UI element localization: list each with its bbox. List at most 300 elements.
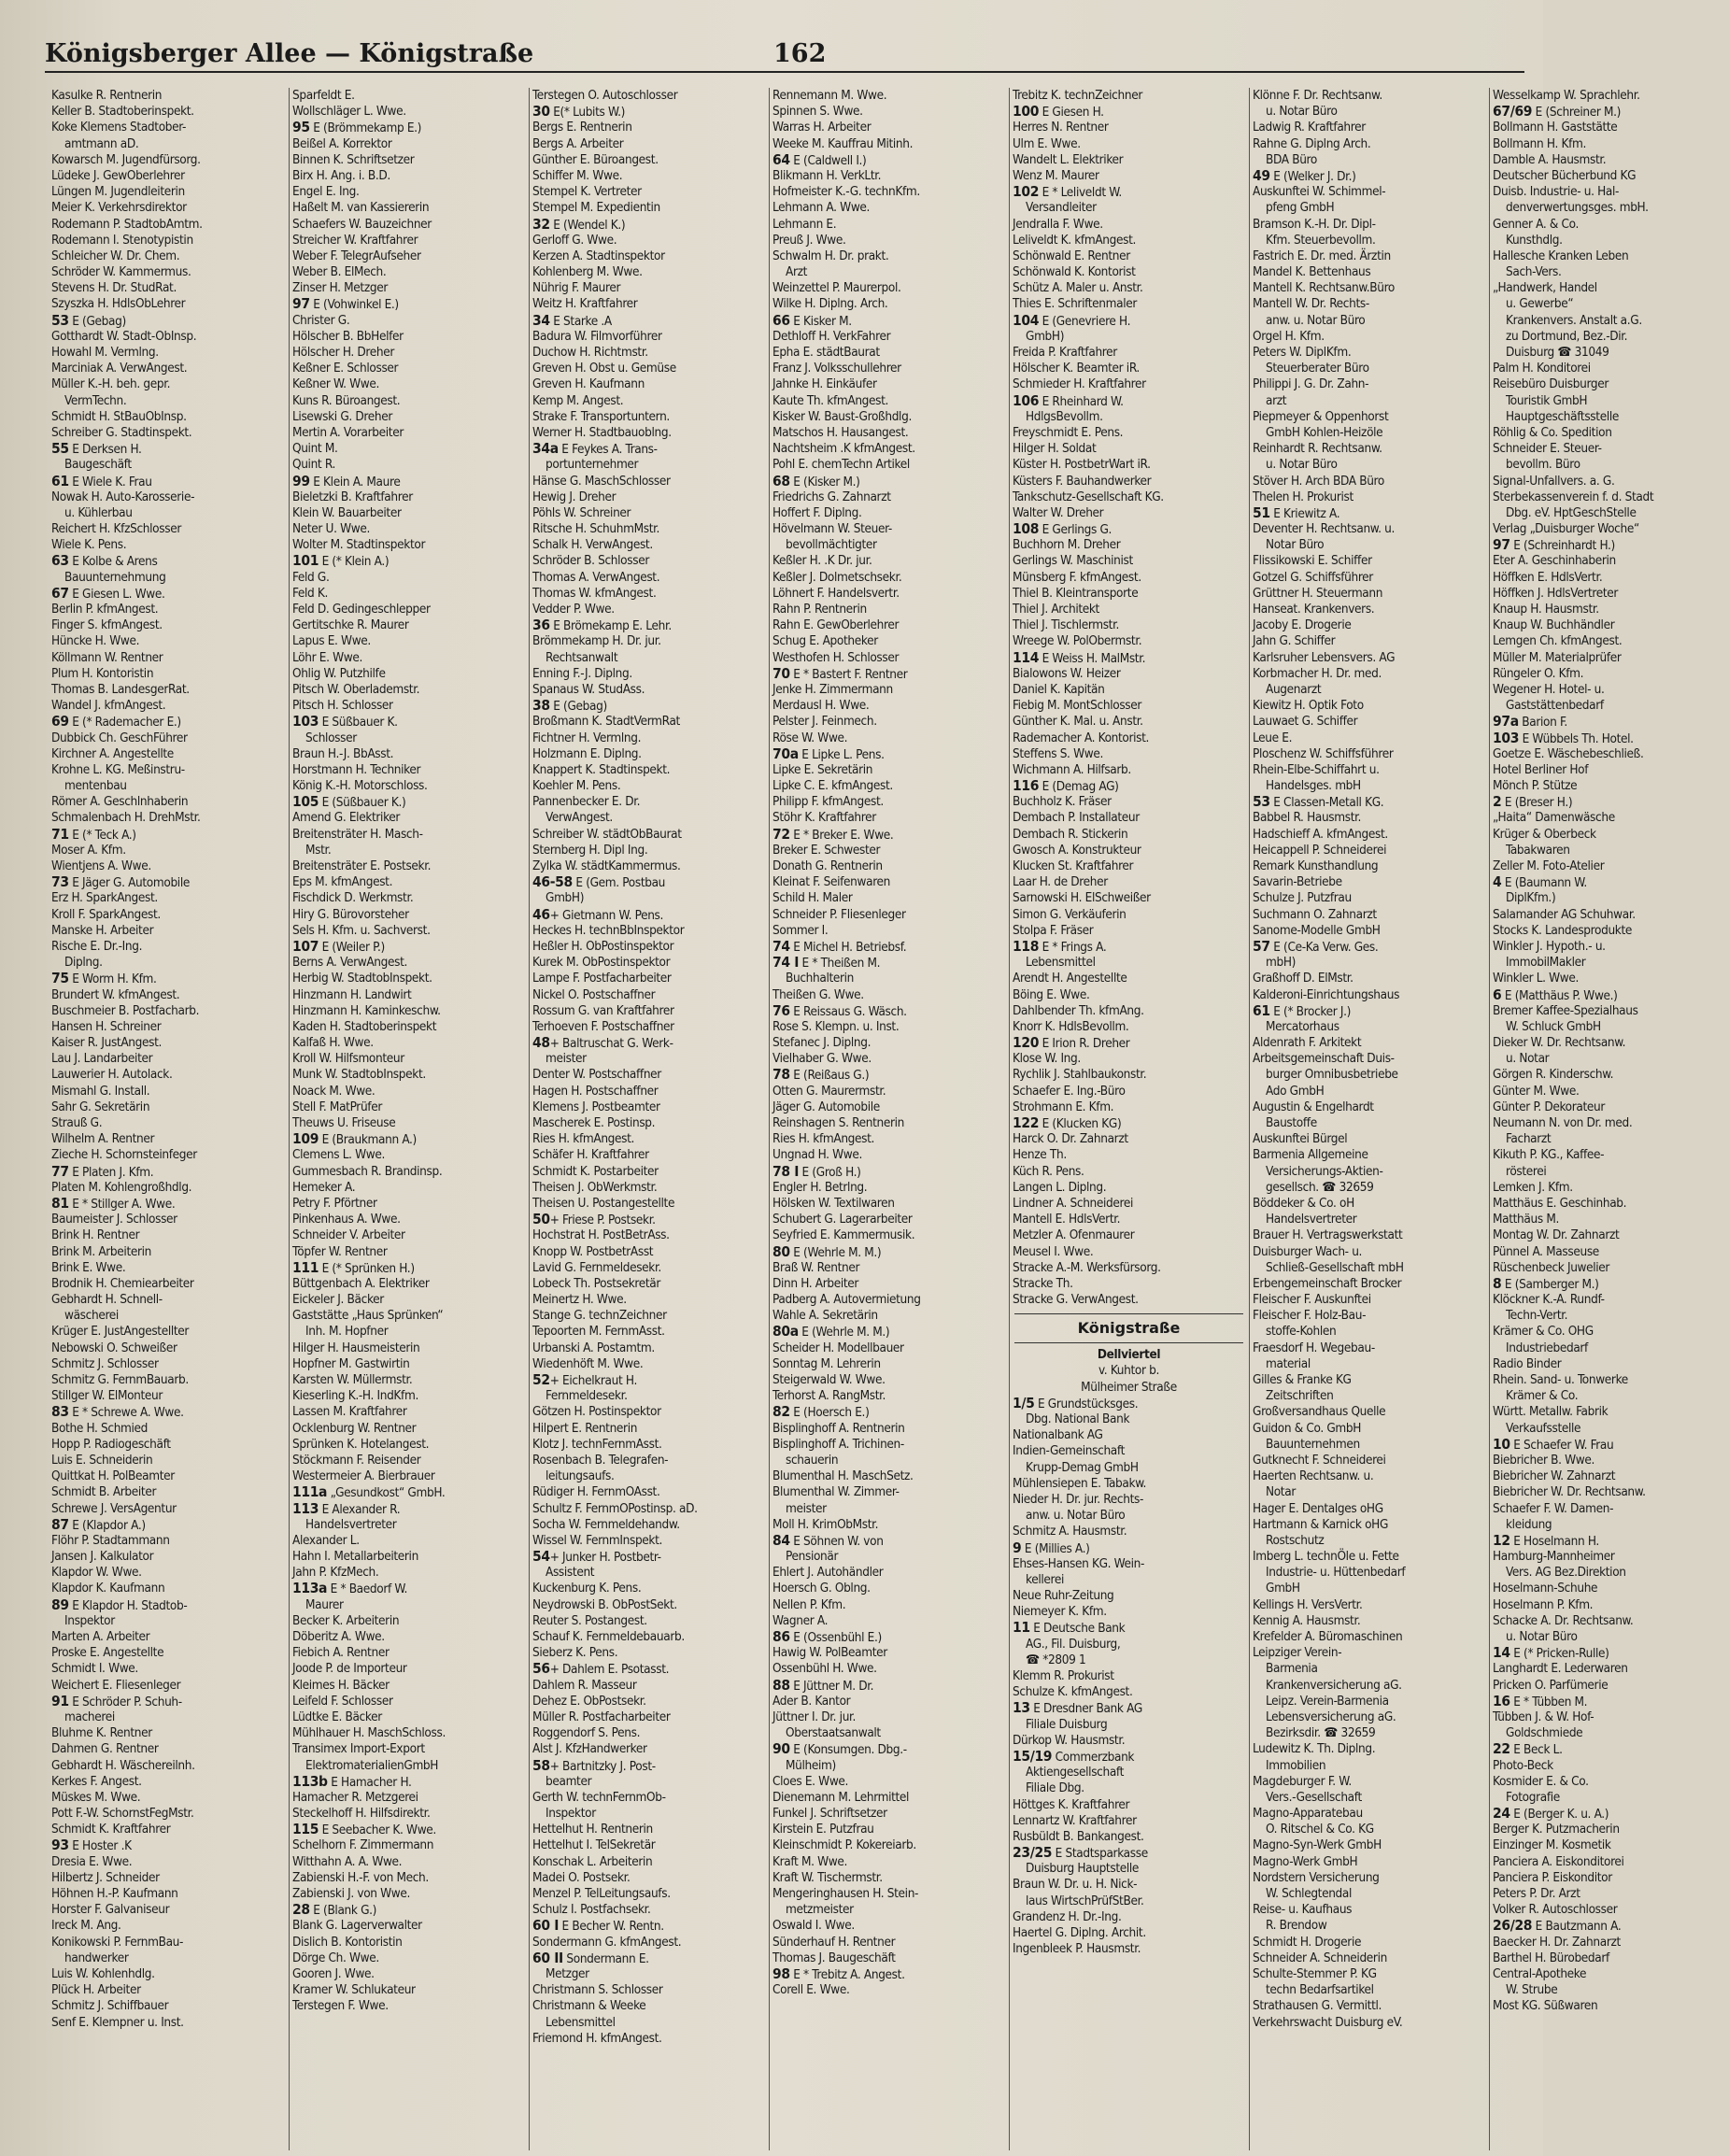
directory-entry: Warras H. Arbeiter <box>772 120 872 135</box>
directory-entry: Sternberg H. Dipl Ing. <box>532 842 648 858</box>
directory-entry: Schmitz J. Schiffbauer <box>51 1998 169 2014</box>
directory-entry: Broßmann K. StadtVermRat <box>532 714 680 730</box>
directory-entry: 51 E Kriewitz A. <box>1253 504 1340 521</box>
directory-entry: Gaststätte „Haus Sprünken“ <box>292 1308 444 1324</box>
directory-entry: Dahlem R. Masseur <box>532 1677 637 1693</box>
directory-entry: 111 E (* Sprünken H.) <box>292 1258 415 1276</box>
directory-entry: Knorr K. HdlsBevollm. <box>1013 1018 1129 1034</box>
directory-entry: König K.-H. Motorschloss. <box>292 778 428 794</box>
directory-entry: Steckelhoff H. Hilfsdirektr. <box>292 1806 431 1822</box>
directory-entry: Brömmekamp H. Dr. jur. <box>532 633 661 649</box>
directory-entry: Aktiengesellschaft <box>1026 1765 1125 1780</box>
directory-entry: Schmalenbach H. DrehMstr. <box>51 810 201 826</box>
directory-entry: Industrie- u. Hüttenbedarf <box>1266 1565 1406 1581</box>
directory-entry: Wagner A. <box>772 1612 829 1628</box>
directory-entry: Lampe F. Postfacharbeiter <box>532 971 672 986</box>
directory-entry: zu Dortmund, Bez.-Dir. <box>1506 328 1628 344</box>
directory-entry: Görgen R. Kinderschw. <box>1493 1067 1614 1083</box>
directory-entry: Ludewitz K. Th. Diplng. <box>1253 1741 1376 1757</box>
directory-entry: Lehmann A. Wwe. <box>772 200 871 216</box>
directory-entry: Hanseat. Krankenvers. <box>1253 602 1375 617</box>
directory-entry: Bauunternehmen <box>1266 1436 1360 1452</box>
directory-entry: Suchmann O. Zahnarzt <box>1253 906 1377 922</box>
directory-entry: Sondermann G. kfmAngest. <box>532 1934 682 1950</box>
directory-entry: Kerzen A. Stadtinspektor <box>532 248 665 263</box>
directory-entry: Denter W. Postschaffner <box>532 1067 661 1083</box>
directory-entry: 72 E * Breker E. Wwe. <box>772 825 894 843</box>
directory-entry: 23/25 E Stadtsparkasse <box>1013 1844 1148 1862</box>
directory-entry: 61 E Wiele K. Frau <box>51 472 152 489</box>
directory-entry: rösterei <box>1506 1163 1547 1179</box>
directory-entry: Breker E. Schwester <box>772 842 881 858</box>
directory-entry: 1/5 E Grundstücksges. <box>1013 1394 1139 1411</box>
directory-entry: Lebensversicherung aG. <box>1266 1709 1396 1724</box>
directory-entry: Bieletzki B. Kraftfahrer <box>292 489 413 504</box>
directory-entry: Holzmann E. Diplng. <box>532 745 642 761</box>
directory-entry: 116 E (Demag AG) <box>1013 777 1119 795</box>
directory-entry: Rhein-Elbe-Schiffahrt u. <box>1253 761 1380 777</box>
directory-entry: Küch R. Pens. <box>1013 1163 1084 1179</box>
directory-entry: Matthäus E. Geschinhab. <box>1493 1195 1627 1211</box>
directory-entry: Versandleiter <box>1026 200 1097 216</box>
directory-entry: Steuerberater Büro <box>1266 361 1369 376</box>
directory-entry: 122 E (Klucken KG) <box>1013 1114 1122 1131</box>
directory-entry: Matschos H. Hausangest. <box>772 424 909 440</box>
directory-entry: Friemond H. kfmAngest. <box>532 2030 662 2046</box>
directory-entry: Terstegen O. Autoschlosser <box>532 88 678 103</box>
directory-entry: Wesselkamp W. Sprachlehr. <box>1493 88 1640 103</box>
directory-entry: Fernmeldesekr. <box>546 1388 628 1404</box>
directory-entry: Müller M. Materialprüfer <box>1493 649 1622 665</box>
directory-entry: Schneider P. Fliesenleger <box>772 906 906 922</box>
directory-entry: 61 E (* Brocker J.) <box>1253 1001 1352 1019</box>
directory-entry: Rahn E. GewOberlehrer <box>772 617 900 633</box>
directory-entry: Leliveldt K. kfmAngest. <box>1013 232 1137 248</box>
directory-entry: Steffens S. Wwe. <box>1013 745 1103 761</box>
directory-entry: Konschak L. Arbeiterin <box>532 1853 653 1869</box>
directory-entry: GmbH) <box>1026 328 1065 344</box>
directory-entry: 88 E Jüttner M. Dr. <box>772 1676 874 1694</box>
directory-entry: Kalderoni-Einrichtungshaus <box>1253 986 1400 1002</box>
directory-entry: Dinn H. Arbeiter <box>772 1275 859 1291</box>
directory-entry: metzmeister <box>786 1902 854 1918</box>
directory-entry: Rademacher A. Kontorist. <box>1013 730 1150 745</box>
directory-entry: Nellen P. Kfm. <box>772 1596 846 1612</box>
directory-entry: Kellings H. VersVertr. <box>1253 1596 1363 1612</box>
directory-entry: Hettelhut I. TelSekretär <box>532 1837 656 1853</box>
directory-entry: Böddeker & Co. oH <box>1253 1195 1354 1211</box>
directory-entry: Hölscher H. Dreher <box>292 345 394 360</box>
directory-entry: Mantell K. Rechtsanw.Büro <box>1253 280 1396 296</box>
directory-entry: Thelen H. Prokurist <box>1253 489 1353 504</box>
directory-entry: Hewig J. Dreher <box>532 489 616 504</box>
directory-entry: Ehlert J. Autohändler <box>772 1565 884 1581</box>
directory-entry: Hoselmann P. Kfm. <box>1493 1596 1594 1612</box>
directory-entry: Orgel H. Kfm. <box>1253 328 1325 344</box>
directory-entry: Indien-Gemeinschaft <box>1013 1443 1125 1459</box>
directory-entry: Reise- u. Kaufhaus <box>1253 1902 1353 1918</box>
directory-entry: Hinzmann H. Landwirt <box>292 986 412 1002</box>
directory-entry: Weber F. TelegrAufseher <box>292 248 421 263</box>
directory-entry: Vers. AG Bez.Direktion <box>1506 1565 1626 1581</box>
directory-entry: Transimex Import-Export <box>292 1741 425 1757</box>
directory-entry: Köllmann W. Rentner <box>51 649 163 665</box>
directory-entry: Meier K. Verkehrsdirektor <box>51 200 187 216</box>
directory-entry: Dbg. National Bank <box>1026 1411 1130 1426</box>
directory-entry: Imberg L. technÖle u. Fette <box>1253 1549 1399 1565</box>
directory-entry: Lüngen M. Jugendleiterin <box>51 184 185 200</box>
directory-entry: Döberitz A. Wwe. <box>292 1629 385 1644</box>
directory-entry: Nebowski O. Schweißer <box>51 1340 177 1355</box>
directory-entry: 22 E Beck L. <box>1493 1740 1563 1758</box>
directory-entry: Hoersch G. Oblng. <box>772 1581 871 1596</box>
directory-entry: Zeller M. Foto-Atelier <box>1493 858 1605 873</box>
directory-entry: Kikuth P. KG., Kaffee- <box>1493 1147 1605 1163</box>
directory-entry: Urbanski A. Postamtm. <box>532 1340 655 1355</box>
directory-entry: Mascherek E. Postinsp. <box>532 1115 656 1130</box>
directory-entry: Karlsruher Lebensvers. AG <box>1253 649 1396 665</box>
directory-entry: Inspektor <box>64 1612 115 1628</box>
directory-entry: Schröder W. Kammermus. <box>51 264 191 280</box>
directory-entry: Haerten Rechtsanw. u. <box>1253 1468 1374 1484</box>
directory-entry: 2 E (Breser H.) <box>1493 793 1573 811</box>
directory-entry: 63 E Kolbe & Arens <box>51 552 158 570</box>
directory-entry: Christmann S. Schlosser <box>532 1982 663 1998</box>
directory-entry: 67/69 E (Schreiner M.) <box>1493 103 1622 121</box>
directory-entry: Schneider V. Arbeiter <box>292 1227 405 1243</box>
directory-entry: Streicher W. Kraftfahrer <box>292 232 418 248</box>
directory-entry: Donath G. Rentnerin <box>772 858 883 873</box>
directory-entry: Berger K. Putzmacherin <box>1493 1822 1620 1837</box>
directory-entry: Reinshagen S. Rentnerin <box>772 1115 904 1130</box>
directory-entry: Filiale Duisburg <box>1026 1716 1108 1732</box>
directory-entry: Magdeburger F. W. <box>1253 1773 1352 1789</box>
directory-entry: Fotografie <box>1506 1789 1560 1805</box>
directory-entry: 8 E (Samberger M.) <box>1493 1274 1599 1292</box>
directory-entry: 115 E Seebacher K. Wwe. <box>292 1821 436 1838</box>
directory-entry: 12 E Hoselmann H. <box>1493 1531 1599 1549</box>
directory-entry: u. Kühlerbau <box>64 504 133 520</box>
directory-entry: Funkel J. Schriftsetzer <box>772 1806 887 1822</box>
directory-entry: Lauwerier H. Autolack. <box>51 1067 173 1083</box>
directory-entry: 60 II Sondermann E. <box>532 1949 649 1966</box>
directory-entry: Schmitz J. Schlosser <box>51 1355 159 1371</box>
directory-entry: 90 E (Konsumgen. Dbg.- <box>772 1740 907 1758</box>
directory-entry: leitungsaufs. <box>546 1468 615 1484</box>
directory-entry: Pott F.-W. SchornstFegMstr. <box>51 1806 194 1822</box>
directory-entry: Stocks K. Landesprodukte <box>1493 922 1633 938</box>
directory-entry: Duisburg ☎ 31049 <box>1506 345 1609 360</box>
directory-entry: Blikmann H. VerkLtr. <box>772 167 882 183</box>
directory-entry: Kerkes F. Angest. <box>51 1773 142 1789</box>
directory-entry: Sanome-Modelle GmbH <box>1253 922 1381 938</box>
directory-entry: Kroll W. Hilfsmonteur <box>292 1051 404 1067</box>
directory-entry: Kirstein E. Putzfrau <box>772 1822 874 1837</box>
directory-entry: Schleicher W. Dr. Chem. <box>51 248 180 263</box>
directory-entry: Pelster J. Feinmech. <box>772 714 877 730</box>
directory-entry: Thomas A. VerwAngest. <box>532 569 660 585</box>
directory-entry: Hoffert F. Diplng. <box>772 504 862 520</box>
directory-entry: Sonntag M. Lehrerin <box>772 1355 881 1371</box>
directory-entry: Wandel J. kfmAngest. <box>51 698 166 714</box>
directory-entry: Kramer W. Schlukateur <box>292 1982 416 1998</box>
directory-entry: Jendralla F. Wwe. <box>1013 216 1103 232</box>
directory-entry: Sterbekassenverein f. d. Stadt <box>1493 489 1654 504</box>
directory-entry: Greven H. Kaufmann <box>532 376 645 392</box>
directory-entry: Gertitschke R. Maurer <box>292 617 409 633</box>
directory-entry: Theuws U. Friseuse <box>292 1115 396 1130</box>
directory-entry: mbH) <box>1266 955 1297 971</box>
page-header <box>45 35 1524 73</box>
directory-entry: 54+ Junker H. Postbetr- <box>532 1548 661 1566</box>
directory-entry: Rossum G. van Kraftfahrer <box>532 1002 674 1018</box>
directory-entry: Flissikowski E. Schiffer <box>1253 553 1372 569</box>
directory-entry: 113a E * Baedorf W. <box>292 1580 408 1597</box>
directory-entry: 36 E Brömekamp E. Lehr. <box>532 617 672 634</box>
directory-entry: u. Notar Büro <box>1506 1629 1578 1644</box>
directory-entry: 114 E Weiss H. MalMstr. <box>1013 648 1146 666</box>
directory-entry: Wilhelm A. Rentner <box>51 1131 155 1147</box>
directory-entry: Strauß G. <box>51 1115 103 1130</box>
directory-entry: Schulz I. Postfachsekr. <box>532 1902 651 1918</box>
directory-entry: Terhorst A. RangMstr. <box>772 1388 886 1404</box>
directory-entry: 99 E Klein A. Maure <box>292 472 401 489</box>
directory-entry: Eps M. kfmAngest. <box>292 874 393 890</box>
directory-entry: meister <box>546 1051 587 1067</box>
directory-entry: Rose S. Klempn. u. Inst. <box>772 1018 900 1034</box>
directory-entry: 14 E (* Pricken-Rulle) <box>1493 1644 1609 1662</box>
directory-entry: Kowarsch M. Jugendfürsorg. <box>51 151 201 167</box>
directory-entry: portunternehmer <box>546 457 639 473</box>
directory-entry: Spanaus W. StudAss. <box>532 681 645 697</box>
directory-entry: Howahl M. Vermlng. <box>51 345 159 360</box>
directory-entry: Bauunternehmung <box>64 569 166 585</box>
directory-entry: Petry F. Pförtner <box>292 1195 377 1211</box>
directory-entry: Leue E. <box>1253 730 1293 745</box>
directory-entry: Stolpa F. Fräser <box>1013 922 1094 938</box>
directory-entry: Auskunftei W. Schimmel- <box>1253 184 1386 200</box>
directory-entry: Manske H. Arbeiter <box>51 922 154 938</box>
directory-entry: Mülheim) <box>786 1757 836 1773</box>
directory-entry: Weitz H. Kraftfahrer <box>532 296 638 312</box>
directory-entry: Biebricher W. Dr. Rechtsanw. <box>1493 1484 1646 1500</box>
directory-entry: Moll H. KrimObMstr. <box>772 1516 879 1532</box>
directory-entry: Sels H. Kfm. u. Sachverst. <box>292 922 431 938</box>
directory-entry: Schwalm H. Dr. prakt. <box>772 248 889 263</box>
directory-entry: Lavid G. Fernmeldesekr. <box>532 1259 661 1275</box>
directory-entry: Fleischer F. Auskunftei <box>1253 1292 1371 1308</box>
directory-entry: Herres N. Rentner <box>1013 120 1109 135</box>
directory-entry: 46-58 E (Gem. Postbau <box>532 873 666 891</box>
directory-entry: Pensionär <box>786 1549 839 1565</box>
directory-entry: Schacke A. Dr. Rechtsanw. <box>1493 1612 1634 1628</box>
directory-entry: ☎ *2809 1 <box>1026 1652 1086 1667</box>
directory-entry: Marten A. Arbeiter <box>51 1629 150 1644</box>
directory-entry: Krämer & Co. OHG <box>1493 1324 1594 1340</box>
directory-entry: v. Kuhtor b. <box>1098 1363 1159 1379</box>
directory-entry: Krankenvers. Anstalt a.G. <box>1506 312 1642 328</box>
directory-entry: 70 E * Bastert F. Rentner <box>772 664 908 682</box>
directory-entry: Weinzettel P. Maurerpol. <box>772 280 901 296</box>
directory-entry: 48+ Baltruschat G. Werk- <box>532 1034 673 1052</box>
directory-entry: 70a E Lipke L. Pens. <box>772 745 885 762</box>
directory-entry: Handelsges. mbH <box>1266 778 1361 794</box>
directory-entry: Ado GmbH <box>1266 1083 1325 1099</box>
directory-entry: Hemeker A. <box>292 1179 356 1195</box>
directory-entry: Dbg. eV. HptGeschStelle <box>1506 504 1637 520</box>
directory-entry: 86 E (Ossenbühl E.) <box>772 1628 882 1645</box>
directory-entry: Zinser H. Metzger <box>292 280 388 296</box>
directory-entry: Kalfaß H. Wwe. <box>292 1035 374 1051</box>
directory-entry: Meinertz H. Wwe. <box>532 1292 627 1308</box>
directory-entry: Flöhr P. Stadtammann <box>51 1532 170 1548</box>
directory-entry: Münsberg F. kfmAngest. <box>1013 569 1141 585</box>
directory-entry: Nachtsheim .K kfmAngest. <box>772 441 915 457</box>
directory-entry: Nührig F. Maurer <box>532 280 621 296</box>
directory-entry: Hilger H. Hausmeisterin <box>292 1340 420 1355</box>
directory-entry: Kaden H. Stadtoberinspekt <box>292 1018 437 1034</box>
directory-entry: Harck O. Dr. Zahnarzt <box>1013 1131 1128 1147</box>
directory-entry: Langen L. Diplng. <box>1013 1179 1107 1195</box>
directory-entry: Philippi J. G. Dr. Zahn- <box>1253 376 1369 392</box>
directory-entry: Brundert W. kfmAngest. <box>51 986 180 1002</box>
directory-columns <box>49 88 1654 2150</box>
directory-entry: Thiel J. Tischlermstr. <box>1013 617 1119 633</box>
directory-entry: BDA Büro <box>1266 151 1317 167</box>
directory-entry: Lipke E. Sekretärin <box>772 761 873 777</box>
directory-entry: GmbH <box>1266 1581 1300 1596</box>
directory-entry: Neter U. Wwe. <box>292 521 370 537</box>
directory-entry: Senf E. Klempner u. Inst. <box>51 2014 184 2030</box>
directory-entry: Gummesbach R. Brandinsp. <box>292 1163 443 1179</box>
directory-entry: Hauptgeschäftsstelle <box>1506 408 1619 424</box>
directory-entry: 120 E Irion R. Dreher <box>1013 1034 1130 1052</box>
directory-entry: 26/28 E Bautzmann A. <box>1493 1917 1622 1935</box>
directory-entry: Klemm R. Prokurist <box>1013 1668 1114 1683</box>
directory-entry: Jahn G. Schiffer <box>1253 633 1336 649</box>
directory-entry: Löhr E. Wwe. <box>292 649 362 665</box>
directory-entry: anw. u. Notar Büro <box>1266 312 1366 328</box>
directory-entry: Hawig W. PolBeamter <box>772 1645 887 1661</box>
directory-entry: Duisburger Wach- u. <box>1253 1243 1363 1259</box>
directory-entry: 104 E (Genevriere H. <box>1013 311 1131 329</box>
directory-entry: Karsten W. Müllermstr. <box>292 1372 413 1387</box>
directory-entry: Bisplinghoff A. Rentnerin <box>772 1420 905 1436</box>
directory-entry: u. Notar Büro <box>1266 457 1338 473</box>
directory-entry: Luis W. Kohlenhdlg. <box>51 1965 155 1981</box>
directory-entry: Signal-Unfallvers. a. G. <box>1493 473 1615 489</box>
directory-entry: Hochstrat H. PostBetrAss. <box>532 1227 670 1243</box>
directory-entry: Jacoby E. Drogerie <box>1253 617 1352 633</box>
directory-entry: Wreege W. PolObermstr. <box>1013 633 1142 649</box>
directory-entry: Lehmann E. <box>772 216 837 232</box>
directory-entry: Rüschenbeck Juwelier <box>1493 1259 1610 1275</box>
directory-entry: Schneider E. Steuer- <box>1493 441 1602 457</box>
directory-entry: 74 I E * Theißen M. <box>772 954 881 972</box>
directory-entry: 97 E (Schreinhardt H.) <box>1493 536 1615 554</box>
directory-entry: Dürkop W. Hausmstr. <box>1013 1732 1126 1748</box>
directory-entry: Menzel P. TelLeitungsaufs. <box>532 1886 671 1901</box>
directory-entry: Stöhr K. Kraftfahrer <box>772 810 876 826</box>
directory-entry: Krohne L. KG. Meßinstru- <box>51 761 185 777</box>
directory-entry: Brink E. Wwe. <box>51 1259 126 1275</box>
directory-entry: Jüttner I. Dr. jur. <box>772 1709 856 1724</box>
directory-entry: Ehses-Hansen KG. Wein- <box>1013 1555 1145 1571</box>
directory-entry: Alst J. KfzHandwerker <box>532 1741 647 1757</box>
directory-entry: Brodnik H. Chemiearbeiter <box>51 1275 194 1291</box>
directory-entry: Enning F.-J. Diplng. <box>532 665 632 681</box>
directory-entry: Wahle A. Sekretärin <box>772 1308 878 1324</box>
directory-entry: Mismahl G. Install. <box>51 1083 150 1099</box>
directory-entry: Sach-Vers. <box>1506 264 1562 280</box>
directory-entry: Knappert K. Stadtinspekt. <box>532 761 671 777</box>
directory-entry: AG., Fil. Duisburg, <box>1026 1636 1121 1652</box>
directory-entry: techn Bedarfsartikel <box>1266 1982 1374 1998</box>
directory-entry: Schulze J. Putzfrau <box>1253 890 1352 906</box>
directory-entry: Palm H. Konditorei <box>1493 361 1591 376</box>
directory-entry: Haertel G. Diplng. Archit. <box>1013 1925 1146 1940</box>
directory-entry: Goetze E. Wäschebeschließ. <box>1493 745 1644 761</box>
directory-entry: Dresia E. Wwe. <box>51 1853 133 1869</box>
directory-entry: Auskunftei Bürgel <box>1253 1131 1348 1147</box>
directory-entry: Röse W. Wwe. <box>772 730 848 745</box>
directory-entry: Socha W. Fernmeldehandw. <box>532 1516 680 1532</box>
directory-entry: Büttgenbach A. Elektriker <box>292 1275 430 1291</box>
directory-entry: Dahmen G. Rentner <box>51 1741 159 1757</box>
directory-entry: bevollmächtigter <box>786 537 877 553</box>
directory-entry: Pricken O. Parfümerie <box>1493 1677 1609 1693</box>
directory-entry: Schaefers W. Bauzeichner <box>292 216 432 232</box>
directory-entry: Rechtsanwalt <box>546 649 618 665</box>
directory-entry: Versicherungs-Aktien- <box>1266 1163 1383 1179</box>
directory-entry: 95 E (Brömmekamp E.) <box>292 119 422 136</box>
directory-column <box>1249 88 1489 2150</box>
directory-entry: Theißen G. Wwe. <box>772 986 864 1002</box>
directory-entry: Schäfer H. Kraftfahrer <box>532 1147 649 1163</box>
directory-entry: Rostschutz <box>1266 1532 1325 1548</box>
directory-entry: Barmenia <box>1266 1661 1318 1677</box>
directory-entry: Krüger E. JustAngestellter <box>51 1324 190 1340</box>
directory-entry: 67 E Giesen L. Wwe. <box>51 584 165 602</box>
directory-entry: Heicappell P. Schneiderei <box>1253 842 1387 858</box>
directory-entry: Gooren J. Wwe. <box>292 1965 375 1981</box>
directory-entry: pfeng GmbH <box>1266 200 1335 216</box>
directory-entry: Hoselmann-Schuhe <box>1493 1581 1598 1596</box>
directory-entry: Ungnad H. Wwe. <box>772 1147 863 1163</box>
directory-entry: Langhardt E. Lederwaren <box>1493 1661 1628 1677</box>
directory-entry: Leipziger Verein- <box>1253 1645 1342 1661</box>
directory-entry: Zabienski H.-F. von Mech. <box>292 1869 429 1885</box>
directory-entry: Blank G. Lagerverwalter <box>292 1918 422 1934</box>
directory-entry: Vers.-Gesellschaft <box>1266 1789 1362 1805</box>
directory-entry: u. Gewerbe“ <box>1506 296 1574 312</box>
directory-entry: Dethloff H. VerkFahrer <box>772 328 891 344</box>
directory-entry: Pünnel A. Masseuse <box>1493 1243 1599 1259</box>
directory-entry: Thiel J. Architekt <box>1013 602 1099 617</box>
directory-entry: Sieberz K. Pens. <box>532 1645 618 1661</box>
directory-entry: Luis E. Schneiderin <box>51 1452 153 1468</box>
directory-entry: Schulte-Stemmer P. KG <box>1253 1965 1377 1981</box>
directory-entry: Tepoorten M. FernmAsst. <box>532 1324 665 1340</box>
directory-entry: Gwosch A. Konstrukteur <box>1013 842 1141 858</box>
directory-entry: gesellsch. ☎ 32659 <box>1266 1179 1374 1195</box>
directory-entry: Klose W. Ing. <box>1013 1051 1081 1067</box>
directory-entry: Kirchner A. Angestellte <box>51 745 174 761</box>
directory-entry: Proske E. Angestellte <box>51 1645 164 1661</box>
directory-entry: Schmidt K. Kraftfahrer <box>51 1822 171 1837</box>
directory-entry: Inspektor <box>546 1806 596 1822</box>
directory-entry: Aldenrath F. Arkitekt <box>1253 1035 1362 1051</box>
